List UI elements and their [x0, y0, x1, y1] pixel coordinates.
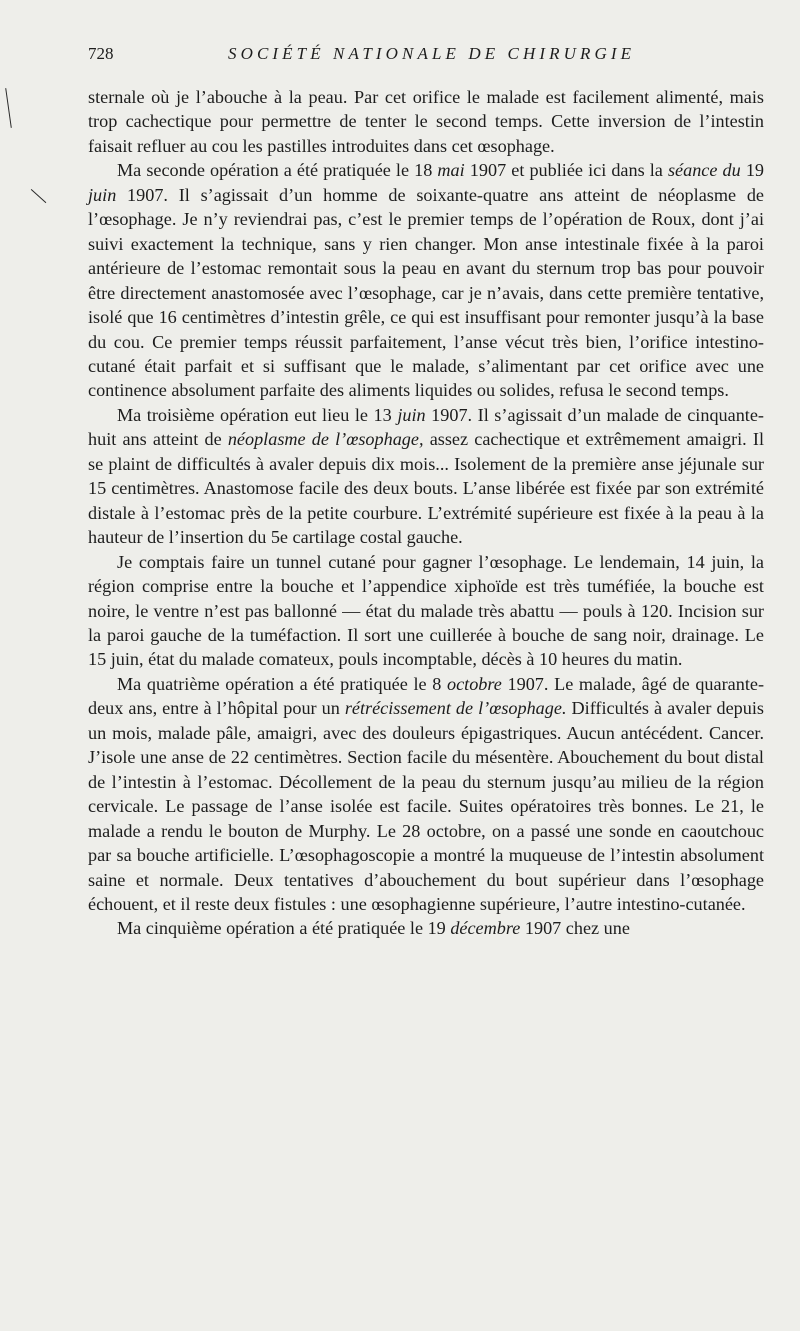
italic-text: rétrécissement de l’œsophage.: [344, 698, 567, 719]
paragraph: [88, 158, 764, 403]
text-run: Ma seconde opération a été pratiquée le 18: [117, 160, 438, 181]
italic-text: séance du: [667, 160, 741, 181]
scan-mark: [31, 189, 47, 203]
italic-text: octobre: [446, 673, 502, 694]
text-run: Ma quatrième opération a été pratiquée le 8: [117, 673, 447, 694]
text-run: Ma cinquième opération a été pratiquée le 19: [117, 918, 451, 939]
body-text: [88, 85, 764, 941]
paragraph: [88, 672, 764, 917]
page-number: 728: [88, 44, 114, 63]
text-run: Je comptais faire un tunnel cutané pour gagner l’œsophage. Le lendemain, 14 juin, la région comprise entre la bouche et l’appendice xiphoïde est très tuméfiée, la bouche est noire, le ventre n’est pas ballonné — état du malade très abattu — pouls à 120. Incision sur la paroi gauche de la tuméfaction. Il sort une cuillerée à bouche de sang noir, drainage. Le 15 juin, état du malade comateux, pouls incomptable, décès à 10 heures du matin.: [88, 551, 764, 670]
running-title: SOCIÉTÉ NATIONALE DE CHIRURGIE: [228, 44, 636, 63]
italic-text: néoplasme de l’œsophage,: [227, 429, 424, 450]
paragraph: [88, 85, 764, 158]
paragraph: [88, 916, 764, 940]
text-run: assez cachectique et extrêmement amaigri. Il se plaint de difficultés à avaler depuis dix mois... Isolement de la première anse jéjunale sur 15 centimètres. Anastomose facile des deux bouts. L’anse libérée est fixée par son extrémité distale à l’estomac près de la petite courbure. L’extrémité supérieure est fixée à la peau à la hauteur de l’insertion du 5e cartilage costal gauche.: [88, 429, 764, 548]
text-run: 19: [740, 160, 765, 181]
text-run: Difficultés à avaler depuis un mois, malade pâle, amaigri, avec des douleurs épigastriques. Aucun antécédent. Cancer. J’isole une anse de 22 centimètres. Section facile du mésentère. Abouchement du bout distal de l’intestin à l’estomac. Décollement de la peau du sternum jusqu’au milieu de la région cervicale. Le passage de l’anse isolée est facile. Suites opératoires très bonnes. Le 21, le malade a rendu le bouton de Murphy. Le 28 octobre, on a passé une sonde en caoutchouc par sa bouche artificielle. L’œsophagoscopie a montré la muqueuse de l’intestin absolument saine et normale. Deux tentatives d’abouchement du bout supérieur dans l’œsophage échouent, et il reste deux fistules : une œsophagienne supérieure, l’autre intestino-cutanée.: [88, 698, 764, 914]
italic-text: juin: [397, 404, 426, 425]
text-run: sternale où je l’abouche à la peau. Par cet orifice le malade est facilement alimenté, mais trop cachectique pour permettre de tenter le second temps. Cette inversion de l’intestin faisait refluer au cou les pastilles introduites dans cet œsophage.: [88, 87, 764, 156]
text-run: 1907. Il s’agissait d’un malade de cinquante-huit ans atteint de: [88, 404, 764, 450]
text-run: 1907 chez une: [520, 918, 630, 939]
paragraph: [88, 403, 764, 550]
text-run: 1907. Le malade, âgé de quarante-deux ans, entre à l’hôpital pour un: [88, 673, 764, 719]
page-header: [88, 44, 762, 68]
italic-text: juin: [88, 184, 117, 205]
paragraph: [88, 550, 764, 672]
scan-mark: [5, 88, 12, 128]
text-run: 1907 et publiée ici dans la: [464, 160, 668, 181]
text-run: 1907. Il s’agissait d’un homme de soixante-quatre ans atteint de néoplasme de l’œsophage. Je n’y reviendrai pas, c’est le premier temps de l’opération de Roux, dont j’ai suivi exactement la technique, sans y rien changer. Mon anse intestinale fixée à la paroi antérieure de l’estomac remontait sous la peau en avant du sternum trop bas pour pouvoir être directement anastomosée avec l’œsophage, car je n’avais, dans cette première tentative, isolé que 16 centimètres d’intestin grêle, ce qui est insuffisant pour remonter jusqu’à la base du cou. Ce premier temps réussit parfaitement, l’anse vécut très bien, l’orifice intestino-cutané était parfait et si suffisant que le malade, s’alimentant par cet orifice avec une continence absolument parfaite des aliments liquides ou solides, refusa le second temps.: [88, 184, 764, 401]
italic-text: décembre: [450, 918, 521, 939]
text-run: Ma troisième opération eut lieu le 13: [117, 404, 398, 425]
italic-text: mai: [437, 160, 465, 181]
